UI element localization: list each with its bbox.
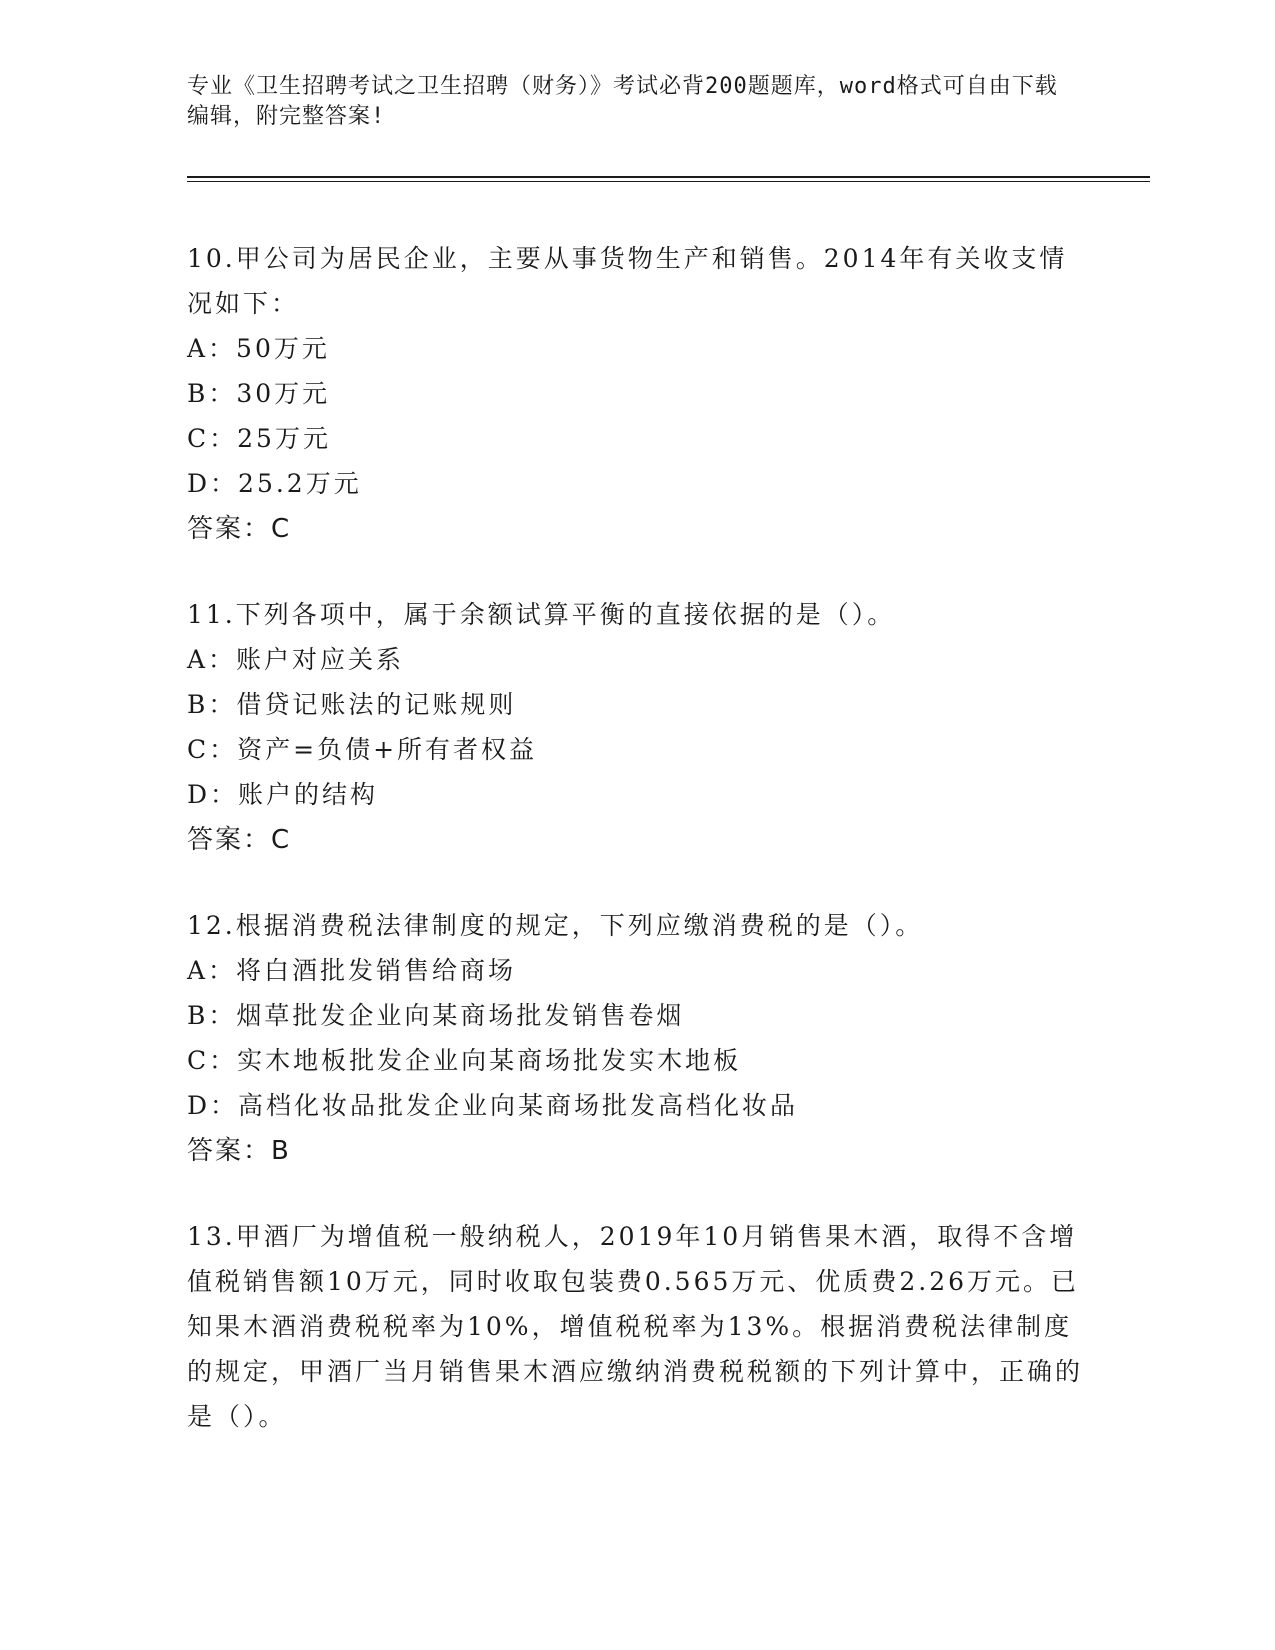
- option-c: C：25万元: [187, 424, 331, 453]
- option-a: A：账户对应关系: [187, 645, 405, 674]
- option-c: C：实木地板批发企业向某商场批发实木地板: [187, 1046, 742, 1075]
- question-12: [187, 903, 1087, 1174]
- question-11: [187, 592, 1087, 863]
- answer: 答案：B: [187, 1136, 291, 1166]
- question-text: 13.甲酒厂为增值税一般纳税人，2019年10月销售果木酒，取得不含增值税销售额10万元，同时收取包装费0.565万元、优质费2.26万元。已知果木酒消费税税率为10%，增值税税率为13%。根据消费税法律制度的规定，甲酒厂当月销售果木酒应缴纳消费税税额的下列计算中，正确的是（）。: [187, 1222, 1084, 1431]
- question-text: 11.下列各项中，属于余额试算平衡的直接依据的是（）。: [187, 600, 896, 629]
- option-a: A：50万元: [187, 334, 330, 363]
- header-divider-thick: [187, 176, 1150, 178]
- answer: 答案：C: [187, 514, 292, 544]
- option-c: C：资产=负债+所有者权益: [187, 735, 538, 764]
- option-b: B：烟草批发企业向某商场批发销售卷烟: [187, 1001, 685, 1030]
- question-10: [187, 236, 1087, 552]
- option-a: A：将白酒批发销售给商场: [187, 956, 517, 985]
- option-d: D：25.2万元: [187, 469, 362, 498]
- question-list: [187, 236, 1087, 1479]
- option-d: D：高档化妆品批发企业向某商场批发高档化妆品: [187, 1091, 799, 1120]
- document-header: 专业《卫生招聘考试之卫生招聘（财务）》考试必背200题题库，word格式可自由下载编辑，附完整答案!: [187, 74, 1058, 129]
- option-d: D：账户的结构: [187, 780, 379, 809]
- question-text: 12.根据消费税法律制度的规定，下列应缴消费税的是（）。: [187, 911, 924, 940]
- option-b: B：30万元: [187, 379, 331, 408]
- question-13: [187, 1214, 1087, 1439]
- answer: 答案：C: [187, 825, 292, 855]
- question-text: 10.甲公司为居民企业，主要从事货物生产和销售。2014年有关收支情况如下：: [187, 244, 1068, 318]
- option-b: B：借贷记账法的记账规则: [187, 690, 517, 719]
- header-divider-thin: [187, 181, 1150, 182]
